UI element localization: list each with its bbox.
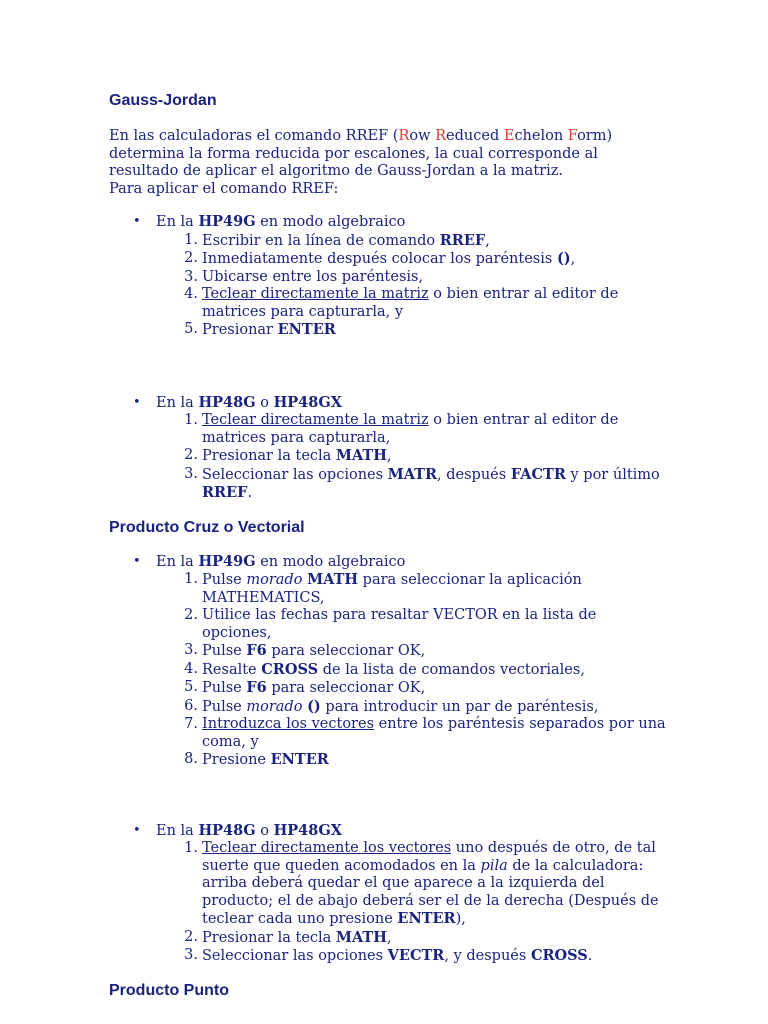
intro-text: educed — [446, 128, 504, 144]
intro-text: chelon — [514, 128, 568, 144]
step-number: 2. — [184, 928, 198, 945]
step-item — [156, 286, 669, 321]
step-text: , y después — [444, 948, 531, 964]
highlight-letter: R — [435, 128, 447, 144]
section-title-producto-cruz: Producto Cruz o Vectorial — [109, 518, 305, 536]
command-name: F6 — [246, 642, 267, 659]
link-teclear-matriz[interactable]: Teclear directamente la matriz — [202, 286, 429, 302]
step-number: 8. — [184, 751, 198, 767]
command-name: FACTR — [510, 465, 566, 483]
command-name: MATH — [335, 447, 387, 464]
steps-list — [156, 412, 669, 503]
step-item — [156, 661, 669, 680]
command-name: CROSS — [530, 947, 588, 964]
step-number: 2. — [184, 250, 198, 266]
step-text: Resalte — [202, 661, 262, 678]
command-name: VECTR — [387, 947, 445, 964]
command-name: RREF — [439, 231, 486, 249]
step-item — [156, 840, 669, 929]
model-name: HP49G — [198, 552, 256, 570]
highlight-letter: R — [398, 128, 410, 144]
step-text: , — [570, 251, 576, 267]
step-text: Pulse — [202, 680, 247, 696]
step-text: ), — [455, 911, 466, 927]
command-name: MATH — [307, 571, 359, 588]
section-title-gauss-jordan: Gauss-Jordan — [109, 92, 217, 109]
step-text: Seleccionar las opciones — [202, 948, 388, 964]
command-name: F6 — [246, 679, 267, 696]
bullet-list — [109, 553, 669, 770]
step-item — [156, 571, 669, 607]
command-name: ENTER — [397, 910, 456, 927]
item-text: En la — [156, 214, 199, 230]
intro-paragraph — [109, 128, 669, 181]
step-text: uno después de otro, de tal suerte que queden acomodados en la — [202, 840, 656, 874]
step-text: para seleccionar OK, — [266, 643, 426, 659]
model-name: HP48G — [198, 393, 256, 411]
intro-line-2: Para aplicar el comando RREF: — [109, 180, 339, 197]
step-text: para seleccionar OK, — [266, 680, 426, 696]
step-text: . — [247, 485, 253, 501]
step-text: . — [587, 948, 593, 964]
item-text: o — [255, 822, 274, 839]
step-text: para introducir un par de paréntesis, — [320, 698, 599, 715]
bullet-list — [109, 822, 669, 966]
italic-text: morado — [246, 698, 303, 715]
step-text: Pulse — [202, 698, 247, 715]
step-number: 5. — [184, 679, 198, 695]
step-number: 1. — [184, 412, 198, 428]
model-name: HP48G — [198, 821, 256, 839]
step-number: 4. — [184, 286, 198, 302]
step-number: 3. — [184, 947, 198, 963]
command-name: () — [307, 697, 321, 715]
step-text: Seleccionar las opciones — [202, 466, 388, 483]
intro-text: En las calculadoras el comando RREF ( — [109, 128, 399, 144]
command-name: () — [556, 250, 571, 267]
list-item-hp48g — [109, 394, 669, 503]
steps-list — [156, 840, 669, 966]
step-number: 1. — [184, 231, 198, 248]
step-item — [156, 929, 669, 948]
step-text: Pulse — [202, 643, 247, 659]
step-number: 5. — [184, 321, 198, 337]
command-name: RREF — [202, 484, 248, 501]
bullet-list — [109, 213, 669, 340]
step-text: Utilice las fechas para resaltar VECTOR en la lista de opciones, — [202, 607, 597, 641]
list-item-hp49g — [109, 213, 669, 340]
step-text: de la calculadora: arriba deberá quedar el que aparece a la izquierda del producto; el de abajo deberá ser el de la derecha (Después de teclear cada uno presione — [202, 857, 659, 927]
step-number: 2. — [184, 447, 198, 463]
step-text: Escribir en la línea de comando — [202, 232, 440, 249]
step-item — [156, 947, 669, 966]
step-text: Ubicarse entre los paréntesis, — [202, 268, 424, 285]
model-name: HP48GX — [273, 393, 342, 411]
step-text: y por último — [565, 466, 660, 483]
model-name: HP49G — [198, 213, 256, 230]
step-text: Presionar la tecla — [202, 929, 336, 946]
step-text: Presionar la tecla — [202, 448, 336, 464]
item-text: En la — [156, 553, 199, 570]
intro-text: ow — [409, 128, 436, 144]
step-number: 3. — [184, 642, 198, 658]
step-item — [156, 232, 669, 251]
list-item-hp48g — [109, 822, 669, 966]
step-text: de la lista de comandos vectoriales, — [318, 661, 585, 678]
link-introduzca-vectores[interactable]: Introduzca los vectores — [202, 716, 375, 732]
command-name: CROSS — [261, 660, 319, 678]
step-number: 3. — [184, 268, 198, 285]
step-item — [156, 269, 669, 287]
highlight-letter: F — [567, 128, 578, 144]
command-name: MATH — [335, 928, 387, 946]
bullet-list — [109, 394, 669, 503]
step-item — [156, 412, 669, 447]
italic-text: pila — [480, 857, 508, 874]
step-item — [156, 679, 669, 698]
step-text: para seleccionar la aplicación MATHEMATICS, — [202, 572, 582, 606]
link-teclear-matriz[interactable]: Teclear directamente la matriz — [202, 412, 429, 428]
step-text: Inmediatamente después colocar los paréntesis — [202, 251, 557, 267]
step-item — [156, 447, 669, 466]
step-number: 1. — [184, 571, 198, 587]
step-text: Presione — [202, 752, 271, 768]
command-name: ENTER — [270, 751, 329, 768]
step-item — [156, 321, 669, 340]
step-number: 7. — [184, 716, 198, 732]
highlight-letter: E — [503, 128, 515, 144]
step-text: , — [386, 929, 392, 946]
item-text: o — [255, 394, 274, 411]
step-item — [156, 250, 669, 269]
command-name: ENTER — [277, 321, 336, 338]
steps-list — [156, 571, 669, 770]
step-item — [156, 716, 669, 751]
section-title-producto-punto: Producto Punto — [109, 981, 229, 999]
step-text: o bien entrar al editor de matrices para capturarla, — [202, 412, 619, 446]
italic-text: morado — [246, 572, 303, 588]
step-text: , después — [437, 466, 511, 483]
step-number: 6. — [184, 697, 198, 714]
item-text: en modo algebraico — [255, 214, 406, 230]
step-item — [156, 698, 669, 717]
step-text: Presionar — [202, 322, 278, 338]
item-text: En la — [156, 822, 199, 839]
intro-text: orm) determina la forma reducida por escalones, la cual corresponde al resultado de aplicar el algoritmo de Gauss-Jordan a la matriz. — [109, 128, 613, 179]
item-text: En la — [156, 394, 199, 411]
step-text: entre los paréntesis separados por una coma, y — [202, 716, 666, 750]
step-item — [156, 607, 669, 642]
step-number: 2. — [184, 607, 198, 623]
model-name: HP48GX — [273, 821, 342, 839]
list-item-hp49g — [109, 553, 669, 770]
item-text: en modo algebraico — [255, 553, 406, 570]
step-number: 4. — [184, 660, 198, 677]
step-number: 3. — [184, 465, 198, 482]
steps-list — [156, 232, 669, 340]
step-text: Pulse — [202, 572, 247, 588]
command-name: MATR — [387, 465, 438, 483]
step-item — [156, 751, 669, 770]
step-number: 1. — [184, 840, 198, 856]
step-text: , — [386, 448, 392, 464]
link-teclear-vectores[interactable]: Teclear directamente los vectores — [202, 840, 452, 856]
step-item — [156, 642, 669, 661]
step-item — [156, 466, 669, 503]
step-text: o bien entrar al editor de matrices para capturarla, y — [202, 286, 619, 320]
step-text: , — [485, 232, 490, 249]
